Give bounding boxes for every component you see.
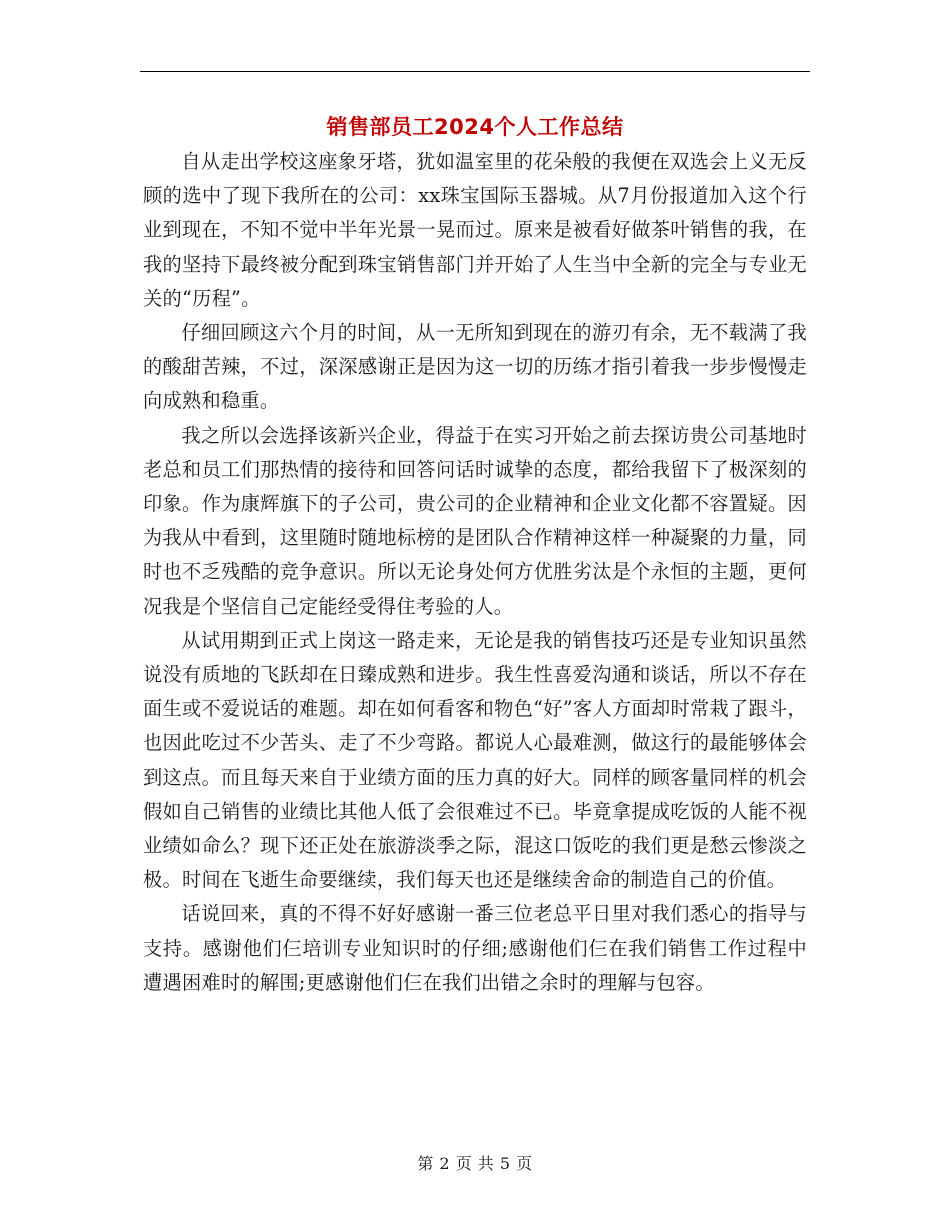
paragraph-3: 我之所以会选择该新兴企业，得益于在实习开始之前去探访贵公司基地时老总和员工们那热情的接待和回答问话时诚挚的态度，都给我留下了极深刻的印象。作为康辉旗下的子公司，贵公司的企业精神和企业文化都不容置疑。因为我从中看到，这里随时随地标榜的是团队合作精神这样一种凝聚的力量，同时也不乏残酷的竞争意识。所以无论身处何方优胜劣汰是个永恒的主题，更何况我是个坚信自己定能经受得住考验的人。 [143,423,807,618]
paragraph-2: 仔细回顾这六个月的时间，从一无所知到现在的游刃有余，无不载满了我的酸甜苦辣，不过，深深感谢正是因为这一切的历练才指引着我一步步慢慢走向成熟和稳重。 [143,321,807,413]
document-body [143,145,807,1000]
paragraph-5: 话说回来，真的不得不好好感谢一番三位老总平日里对我们悉心的指导与支持。感谢他们仨培训专业知识时的仔细;感谢他们仨在我们销售工作过程中遭遇困难时的解围;更感谢他们仨在我们出错之余时的理解与包容。 [143,902,807,994]
paragraph-1: 自从走出学校这座象牙塔，犹如温室里的花朵般的我便在双选会上义无反顾的选中了现下我所在的公司：xx珠宝国际玉器城。从7月份报道加入这个行业到现在，不知不觉中半年光景一晃而过。原来是被看好做茶叶销售的我，在我的坚持下最终被分配到珠宝销售部门并开始了人生当中全新的完全与专业无关的“历程”。 [143,150,807,310]
header-rule [140,71,810,72]
document-title: 销售部员工2024个人工作总结 [326,115,624,139]
page-number-footer: 第 2 页 共 5 页 [417,1154,533,1173]
paragraph-4: 从试用期到正式上岗这一路走来，无论是我的销售技巧还是专业知识虽然说没有质地的飞跃却在日臻成熟和进步。我生性喜爱沟通和谈话，所以不存在面生或不爱说话的难题。却在如何看客和物色“好”客人方面却时常栽了跟斗，也因此吃过不少苦头、走了不少弯路。都说人心最难测，做这行的最能够体会到这点。而且每天来自于业绩方面的压力真的好大。同样的顾客量同样的机会假如自己销售的业绩比其他人低了会很难过不已。毕竟拿提成吃饭的人能不视业绩如命么？现下还正处在旅游淡季之际，混这口饭吃的我们更是愁云惨淡之极。时间在飞逝生命要继续，我们每天也还是继续舍命的制造自己的价值。 [143,628,807,892]
